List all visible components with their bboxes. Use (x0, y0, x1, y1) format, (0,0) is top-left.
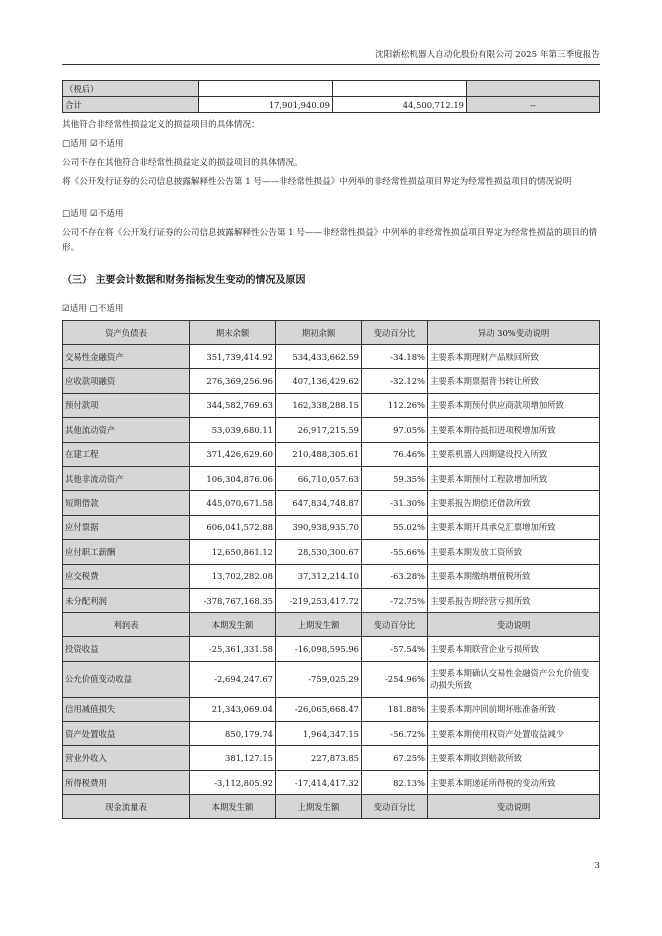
row-label: 应收款项融资 (63, 369, 190, 393)
value-cell: 606,041,572.88 (190, 515, 276, 539)
value-cell: 407,136,429.62 (276, 369, 362, 393)
value-cell: -759,025.29 (276, 661, 362, 697)
table-row (63, 637, 600, 661)
value-cell: -55.66% (362, 540, 428, 564)
row-label: 应付职工薪酬 (63, 540, 190, 564)
section-title: （三） 主要会计数据和财务指标发生变动的情况及原因 (62, 275, 306, 286)
value-cell: -72.75% (362, 588, 428, 612)
value-cell: 37,312,214.10 (276, 564, 362, 588)
change-explanation: 主要系本期票据背书转让所致 (428, 369, 600, 393)
value-cell: 445,070,671.58 (190, 491, 276, 515)
row-label: 短期借款 (63, 491, 190, 515)
column-header: 资产负债表 (63, 321, 190, 345)
changes-table (62, 320, 600, 819)
paragraph: 将《公开发行证券的公司信息披露解释性公告第 1 号——非经常性损益》中列举的非经常性损益项目界定为经常性损益项目的情况说明 (62, 177, 572, 187)
value-cell: 181.88% (362, 697, 428, 721)
row-label: 交易性金融资产 (63, 345, 190, 369)
change-explanation: 主要系机器人四期建设投入所致 (428, 442, 600, 466)
column-header: 上期发生额 (276, 613, 362, 637)
cell (199, 81, 333, 97)
column-header: 异动 30%变动说明 (428, 321, 600, 345)
value-cell: -3,112,805.92 (190, 770, 276, 794)
value-cell: 371,426,629.60 (190, 442, 276, 466)
table-row (63, 564, 600, 588)
change-explanation: 主要系本期理财产品赎回所致 (428, 345, 600, 369)
value-cell: -254.96% (362, 661, 428, 697)
table-row (63, 97, 600, 113)
table-header-row (63, 321, 600, 345)
table-row (63, 345, 600, 369)
table-header-row (63, 613, 600, 637)
applicability-flag: □适用 ☑不适用 (62, 209, 124, 219)
value-cell: -17,414,417.32 (276, 770, 362, 794)
value-cell: 13,702,282.08 (190, 564, 276, 588)
value-cell: -34.18% (362, 345, 428, 369)
value-cell: 76.46% (362, 442, 428, 466)
value-cell: 1,964,347.15 (276, 722, 362, 746)
value-cell: 534,433,662.59 (276, 345, 362, 369)
table-row (63, 770, 600, 794)
column-header: 本期发生额 (190, 613, 276, 637)
applicability-flag: □适用 ☑不适用 (62, 139, 124, 149)
value-cell: 67.25% (362, 746, 428, 770)
value-cell: 112.26% (362, 393, 428, 417)
value-cell: -378,767,168.35 (190, 588, 276, 612)
row-label: 预付款项 (63, 393, 190, 417)
value-cell: 28,530,300.67 (276, 540, 362, 564)
page-number: 3 (594, 861, 600, 871)
value-cell: -2,694,247.67 (190, 661, 276, 697)
row-label: 资产处置收益 (63, 722, 190, 746)
row-label: 应交税费 (63, 564, 190, 588)
change-explanation: 主要系本期开具承兑汇票增加所致 (428, 515, 600, 539)
value-cell: -25,361,331.58 (190, 637, 276, 661)
row-label: 所得税费用 (63, 770, 190, 794)
applicability-flag: ☑适用 □不适用 (62, 304, 124, 314)
column-header: 期末余额 (190, 321, 276, 345)
header-rule (62, 64, 600, 65)
column-header: 现金流量表 (63, 795, 190, 819)
table-row (63, 540, 600, 564)
paragraph: 公司不存在将《公开发行证券的公司信息披露解释性公告第 1 号——非经常性损益》中列举的非经常性损益项目界定为经常性损益的项目的情形。 (62, 228, 598, 253)
row-label: 信用减值损失 (63, 697, 190, 721)
change-explanation: 主要系本期收到赔款所致 (428, 746, 600, 770)
row-label: （税后） (63, 81, 199, 97)
row-label: 其他流动资产 (63, 418, 190, 442)
value-cell: 55.02% (362, 515, 428, 539)
paragraph: 公司不存在其他符合非经常性损益定义的损益项目的具体情况。 (62, 158, 303, 168)
value-cell: -57.54% (362, 637, 428, 661)
value-cell: 97.05% (362, 418, 428, 442)
value-cell: 162,338,288.15 (276, 393, 362, 417)
report-header: 沈阳新松机器人自动化股份有限公司 2025 年第三季度报告 (375, 50, 600, 60)
value-cell: 381,127.15 (190, 746, 276, 770)
row-label: 公允价值变动收益 (63, 661, 190, 697)
column-header: 变动百分比 (362, 795, 428, 819)
table-row (63, 369, 600, 393)
column-header: 期初余额 (276, 321, 362, 345)
change-explanation: 主要系报告期偿还借款所致 (428, 491, 600, 515)
table-row (63, 515, 600, 539)
change-explanation: 主要系本期联营企业亏损所致 (428, 637, 600, 661)
change-explanation: 主要系本期预付供应商款项增加所致 (428, 393, 600, 417)
table-row (63, 661, 600, 697)
column-header: 变动百分比 (362, 613, 428, 637)
value-cell: 12,650,861.12 (190, 540, 276, 564)
value-cell: -219,253,417.72 (276, 588, 362, 612)
row-label: 投资收益 (63, 637, 190, 661)
table-header-row (63, 795, 600, 819)
value-cell: -32.12% (362, 369, 428, 393)
column-header: 利润表 (63, 613, 190, 637)
cell (467, 81, 600, 97)
table-row (63, 722, 600, 746)
change-explanation: 主要系本期冲回前期坏账准备所致 (428, 697, 600, 721)
column-header: 变动说明 (428, 795, 600, 819)
row-label: 在建工程 (63, 442, 190, 466)
value-cell: 344,582,769.63 (190, 393, 276, 417)
value-cell: 210,488,305.61 (276, 442, 362, 466)
value-cell: 53,039,680.11 (190, 418, 276, 442)
change-explanation: 主要系本期缴纳增值税所致 (428, 564, 600, 588)
value-cell: 66,710,057.63 (276, 466, 362, 490)
row-label: 未分配利润 (63, 588, 190, 612)
value-cell: 647,834,748.87 (276, 491, 362, 515)
column-header: 变动说明 (428, 613, 600, 637)
nonrecurring-table-tail (62, 80, 600, 113)
value-cell: 82.13% (362, 770, 428, 794)
table-row (63, 418, 600, 442)
table-row (63, 442, 600, 466)
value-cell: 276,369,256.96 (190, 369, 276, 393)
column-header: 本期发生额 (190, 795, 276, 819)
table-row (63, 588, 600, 612)
change-explanation: 主要系本期递延所得税的变动所致 (428, 770, 600, 794)
cell: 17,901,940.09 (199, 97, 333, 113)
table-row (63, 697, 600, 721)
table-row (63, 393, 600, 417)
value-cell: 351,739,414.92 (190, 345, 276, 369)
value-cell: 26,917,215.59 (276, 418, 362, 442)
cell: -- (467, 97, 600, 113)
change-explanation: 主要系报告期经营亏损所致 (428, 588, 600, 612)
value-cell: 390,938,935.70 (276, 515, 362, 539)
value-cell: 21,343,069.04 (190, 697, 276, 721)
value-cell: 106,304,876.06 (190, 466, 276, 490)
value-cell: 850,179.74 (190, 722, 276, 746)
cell (333, 81, 467, 97)
change-explanation: 主要系本期使用权资产处置收益减少 (428, 722, 600, 746)
table-row (63, 746, 600, 770)
row-label: 合计 (63, 97, 199, 113)
column-header: 变动百分比 (362, 321, 428, 345)
change-explanation: 主要系本期预付工程款增加所致 (428, 466, 600, 490)
table-row (63, 491, 600, 515)
column-header: 上期发生额 (276, 795, 362, 819)
change-explanation: 主要系本期确认交易性金融资产公允价值变动损失所致 (428, 661, 600, 697)
change-explanation: 主要系本期发放工资所致 (428, 540, 600, 564)
row-label: 营业外收入 (63, 746, 190, 770)
value-cell: -31.30% (362, 491, 428, 515)
value-cell: -16,098,595.96 (276, 637, 362, 661)
value-cell: -26,065,668.47 (276, 697, 362, 721)
change-explanation: 主要系本期待抵扣进项税增加所致 (428, 418, 600, 442)
value-cell: 227,873.85 (276, 746, 362, 770)
value-cell: 59.35% (362, 466, 428, 490)
table-row (63, 81, 600, 97)
value-cell: -56.72% (362, 722, 428, 746)
row-label: 应付票据 (63, 515, 190, 539)
value-cell: -63.28% (362, 564, 428, 588)
table-row (63, 466, 600, 490)
row-label: 其他非流动资产 (63, 466, 190, 490)
cell: 44,500,712.19 (333, 97, 467, 113)
paragraph: 其他符合非经常性损益定义的损益项目的具体情况： (62, 120, 260, 130)
